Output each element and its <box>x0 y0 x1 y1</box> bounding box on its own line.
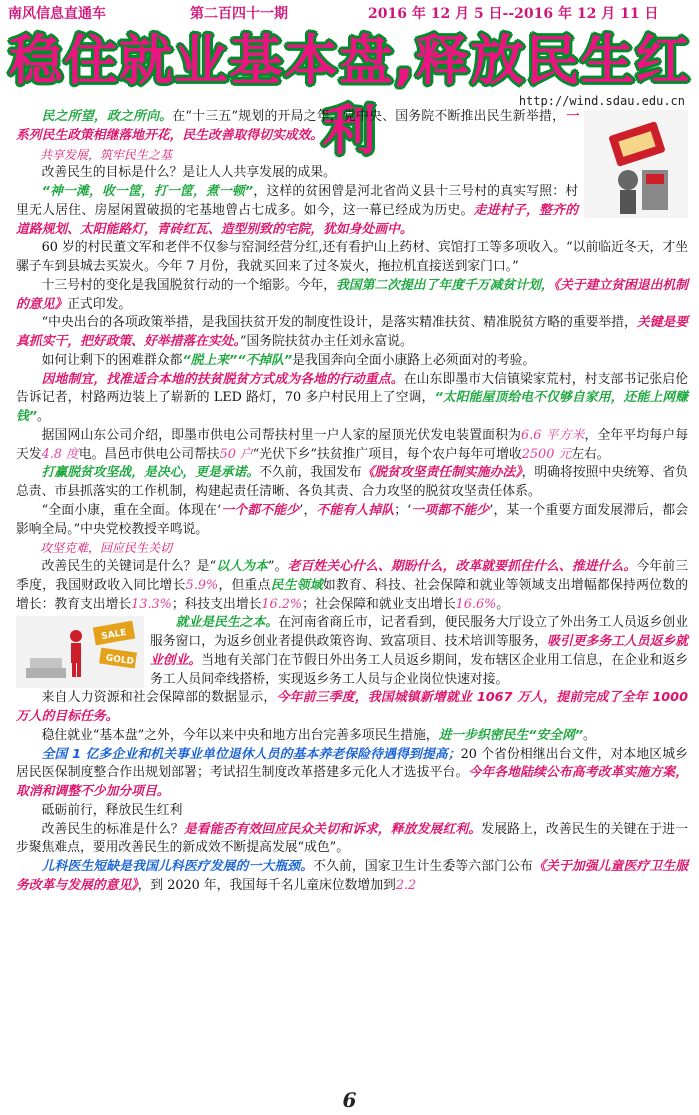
paragraph-9: 据国网山东公司介绍，即墨市供电公司帮扶村里一户人家的屋顶光伏发电装置面积为6.6 平方米，全年平均每户每天发4.8 度电。昌邑市供电公司帮扶50 户“光伏下乡”扶贫推广项目，每个农户每年可增收2500 元左右。 <box>16 427 689 462</box>
page-title: 稳住就业基本盘,释放民生红利 <box>8 29 691 162</box>
article-body <box>16 108 688 896</box>
site-url: http://wind.sdau.edu.cn <box>518 94 685 108</box>
section-heading-1: 共享发展，筑牢民生之基 <box>40 147 173 162</box>
page-number: 6 <box>342 1088 357 1112</box>
paragraph-6: “中央出台的各项政策举措，是我国扶贫开发的制度性设计，是落实精准扶贫、精准脱贫方略的重要举措，关键是要真抓实干，把好政策、好举措落在实处。”国务院扶贫办主任刘永富说。 <box>16 315 689 349</box>
paragraph-16: 全国 1 亿多企业和机关事业单位退休人员的基本养老保险待遇得到提高；20 个省份相继出台文件，对本地区城乡居民医保制度整合作出规划部署；考试招生制度改革搭建多元化人才选拔平台。今年各地陆续公布高考改革实施方案，取消和调整不少加分项目。 <box>16 746 689 799</box>
job-seeker-illustration <box>16 616 144 688</box>
paragraph-1: 民之所望，政之所向。在“十三五”规划的开局之年，党中央、国务院不断推出民生新举措，一系列民生政策相继落地开花，民生改善取得切实成效。 <box>16 109 578 143</box>
paragraph-14: 来自人力资源和社会保障部的数据显示，今年前三季度，我国城镇新增就业 1067 万人，提前完成了全年 1000 万人的目标任务。 <box>16 690 688 724</box>
section-heading-2: 攻坚克难，回应民生关切 <box>40 541 173 556</box>
paragraph-3: “神一滩，收一筐，打一筐，煮一顿”，这样的贫困曾是河北省尚义县十三号村的真实写照：村里无人居住、房屋闲置破损的宅基地曾占七成多。如今，这一幕已经成为历史。走进村子，整齐的道路规划、太阳能路灯，青砖红瓦、造型别致的宅院，犹如身处画中。 <box>16 184 579 237</box>
paragraph-12: 改善民生的关键词是什么？是“以人为本”。老百姓关心什么、期盼什么，改革就要抓住什么、推进什么。今年前三季度，我国财政收入同比增长5.9%，但重点民生领域如教育、科技、社会保障和就业等领域支出增幅都保持两位数的增长：教育支出增长13.3%；科技支出增长16.2%；社会保障和就业支出增长16.6%。 <box>16 559 689 612</box>
sale-label: SALE <box>100 628 128 643</box>
paragraph-4: 60 岁的村民董文军和老伴不仅参与窑洞经营分红,还有看护山上药材、宾馆打工等多项收入。“以前临近冬天，才坐骡子车到县城去买炭火。今年 7 月份，我就买回来了过冬炭火，拖拉机直接送到家门口。” <box>16 240 688 274</box>
gold-label: GOLD <box>105 653 135 668</box>
page-header <box>0 0 699 22</box>
rewards-illustration <box>584 110 688 218</box>
issue-dates: 2016 年 12 月 5 日--2016 年 12 月 11 日 <box>368 6 659 22</box>
paragraph-11: “全面小康，重在全面。体现在‘一个都不能少’，不能有人掉队；‘一项都不能少’，某一个重要方面发展滞后，都会影响全局。”中央党校教授辛鸣说。 <box>16 502 688 537</box>
paragraph-2: 改善民生的目标是什么？是让人人共享发展的成果。 <box>41 165 336 181</box>
paragraph-15: 稳住就业“基本盘”之外，今年以来中央和地方出台完善多项民生措施，进一步织密民生“安全网”。 <box>41 727 596 743</box>
newsletter-name: 南风信息直通车 <box>8 6 106 22</box>
paragraph-7: 如何让剩下的困难群众都“脱上来”“不掉队”是我国奔向全面小康路上必须面对的考验。 <box>41 352 536 368</box>
paragraph-18: 儿科医生短缺是我国儿科医疗发展的一大瓶颈。不久前，国家卫生计生委等六部门公布《关于加强儿童医疗卫生服务改革与发展的意见》，到 2020 年，我国每千名儿童床位数增加到2.2 <box>16 859 689 893</box>
paragraph-13: SALE GOLD 就业是民生之本。在河南省商丘市，记者看到，便民服务大厅设立了外出务工人员返乡创业服务窗口，为返乡创业者提供政策咨询、致富项目、技术培训等服务，吸引更多务工人员返乡就业创业。当地有关部门在节假日外出务工人员返乡期间，发布辖区企业用工信息，在企业和返乡务工人员间牵线搭桥，实现返乡务工人员与企业岗位快速对接。 <box>16 614 688 689</box>
section-heading-3: 砥砺前行，释放民生红利 <box>41 802 183 818</box>
paragraph-5: 十三号村的变化是我国脱贫行动的一个缩影。今年，我国第二次提出了年度千万减贫计划，《关于建立贫困退出机制的意见》正式印发。 <box>16 277 689 312</box>
paragraph-8: 因地制宜，找准适合本地的扶贫脱贫方式成为各地的行动重点。在山东即墨市大信镇梁家荒村，村支部书记张启伦告诉记者，村路两边装上了崭新的 LED 路灯，70 多户村民用上了空调，“太阳能屋顶给电不仅够自家用，还能上网赚钱”。 <box>16 371 689 424</box>
paragraph-10: 打赢脱贫攻坚战，是决心，更是承诺。不久前，我国发布《脱贫攻坚责任制实施办法》，明确将按照中央统筹、省负总责、市县抓落实的工作机制，构建起责任清晰、各负其责、合力攻坚的脱贫攻坚责任体系。 <box>16 465 689 499</box>
paragraph-17: 改善民生的标准是什么？是看能否有效回应民众关切和诉求，释放发展红利。发展路上，改善民生的关键在于进一步聚焦难点，要用改善民生的新成效不断提高发展“成色”。 <box>16 821 689 856</box>
issue-number: 第二百四十一期 <box>190 6 288 22</box>
